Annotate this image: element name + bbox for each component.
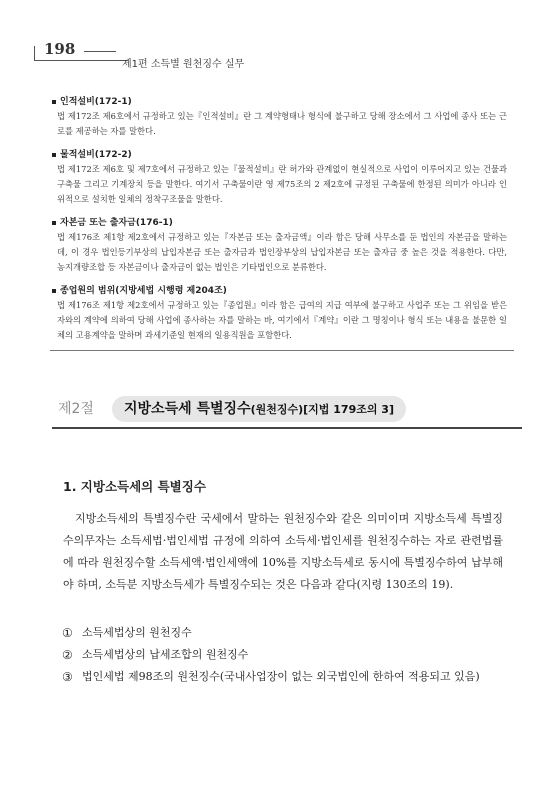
definition-title: 인적설비(172-1) [60,97,132,107]
section-title: 지방소득세 특별징수 [124,401,251,417]
section-banner [58,395,488,423]
page-number: 198 [44,40,76,58]
definition-body: 법 제172조 제6호에서 규정하고 있는『인적설비』란 그 계약형태나 형식에 불구하고 당해 장소에서 그 사업에 종사 또는 근로를 제공하는 자를 말한다. [57,111,507,136]
page-header [34,40,514,70]
list-text: 소득세법상의 원천징수 [82,626,192,639]
definition-title: 물적설비(172-2) [60,150,132,160]
section-divider [50,350,514,351]
body-paragraph: 지방소득세의 특별징수란 국세에서 말하는 원천징수와 같은 의미이며 지방소득세 특별징수의무자는 소득세법·법인세법 규정에 의하여 소득세·법인세를 원천징수하는 자로 관련법률에 따라 원천징수할 소득세액·법인세액에 10%를 지방소득세로 동시에 특별징수하여 납부해야 하며, 소득분 지방소득세가 특별징수되는 것은 다음과 같다(지령 130조의 19). [63,512,503,591]
header-rule [84,51,116,52]
list-item [62,666,506,688]
definition-item [57,285,507,343]
definition-body: 법 제176조 제1항 제2호에서 규정하고 있는『종업원』이라 함은 급여의 지급 여부에 불구하고 사업주 또는 그 위임을 받은 자와의 계약에 의하여 당해 사업에 종사하는 자를 말하는 바, 여기에서『계약』이란 그 명칭이나 형식 또는 내용을 불문한 일체의 고용계약을 말하며 과세기준일 현재의 일용직원을 포함한다. [57,300,507,340]
bullet-icon [52,100,56,104]
definition-item [57,217,507,275]
header-underline [40,60,128,61]
definition-body: 법 제176조 제1항 제2호에서 규정하고 있는『자본금 또는 출자금액』이라 함은 당해 사무소를 둔 법인의 자본금을 말하는데, 이 경우 법인등기부상의 납입자본금 또는 출자금과 법인장부상의 납입자본금 또는 출자금 중 높은 것을 적용한다. 다만, 농지개량조합 등 자본금이나 출자금이 없는 법인은 기타법인으로 분류한다. [57,232,507,272]
list-marker: ③ [62,670,73,684]
header-bracket [34,46,41,61]
list-text: 법인세법 제98조의 원천징수(국내사업장이 없는 외국법인에 한하여 적용되고 있음) [82,670,480,683]
section-subtitle: (원천징수)[지법 179조의 3] [250,403,394,416]
definition-title: 종업원의 범위(지방세법 시행령 제204조) [60,286,227,296]
definition-body: 법 제172조 제6호 및 제7호에서 규정하고 있는『물적설비』란 허가와 관계없이 현실적으로 사업이 이루어지고 있는 건물과 구축물 그리고 기계장치 등을 말한다. 여기서 구축물이란 영 제75조의 2 제2호에 규정된 구축물에 한정된 의미가 아니라 인위적으로 설치한 일체의 정착구조물을 말한다. [57,164,507,204]
definition-list [57,96,507,353]
section-title-bar [112,396,406,422]
numbered-list [62,622,506,688]
list-text: 소득세법상의 납세조합의 원천징수 [82,648,249,661]
definition-title: 자본금 또는 출자금(176-1) [60,218,173,228]
list-marker: ② [62,648,73,662]
bullet-icon [52,221,56,225]
chapter-title: 제1편 소득별 원천징수 실무 [122,59,245,70]
subheading: 1. 지방소득세의 특별징수 [63,479,206,494]
section-underline [52,427,522,429]
list-item [62,622,506,644]
list-item [62,644,506,666]
list-marker: ① [62,626,73,640]
bullet-icon [52,153,56,157]
definition-item [57,96,507,139]
section-number: 제2절 [58,401,94,417]
definition-item [57,149,507,207]
bullet-icon [52,289,56,293]
